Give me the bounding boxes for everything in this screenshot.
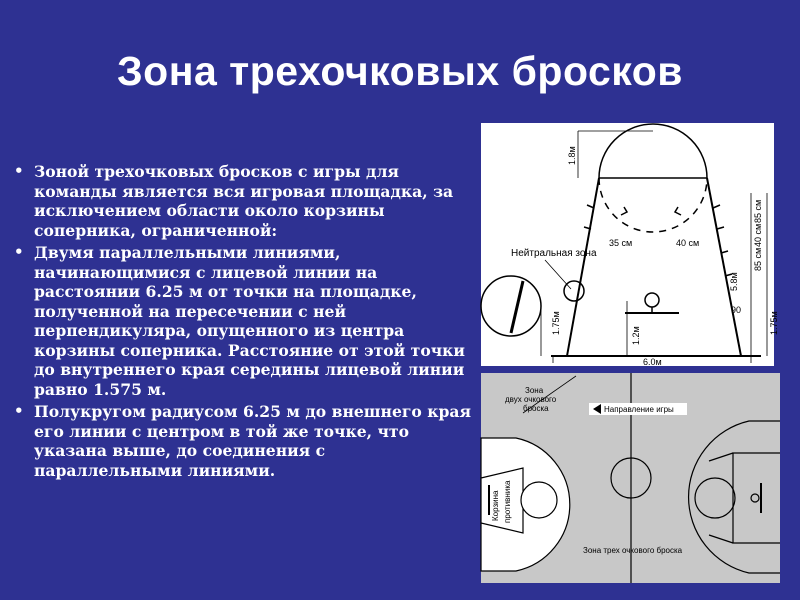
bullet-dot: • xyxy=(14,243,24,261)
bullet-dot: • xyxy=(14,402,24,420)
zone-two-label-line2: двух очкового xyxy=(505,395,557,404)
opponent-basket-label-line1: Корзина xyxy=(491,490,500,521)
dim-label-top: 1.8м xyxy=(567,146,577,165)
neutral-zone-marker xyxy=(564,281,584,301)
dim-label-85b: 85 см xyxy=(753,247,763,271)
left-key xyxy=(481,468,523,533)
court-zones-diagram xyxy=(481,373,780,583)
bullet-item xyxy=(10,243,472,399)
neutral-zone-line xyxy=(511,281,523,333)
lane-dimensions-diagram xyxy=(481,123,779,367)
lane-mark xyxy=(717,227,724,229)
opponent-basket-label-line2: противника xyxy=(503,480,512,523)
neutral-zone-label: Нейтральная зона xyxy=(511,248,597,259)
zone-two-label-line3: броска xyxy=(523,404,549,413)
bullet-item xyxy=(10,402,472,480)
basket-ring xyxy=(645,293,659,307)
lane-mark xyxy=(721,251,728,253)
dim-label-175-right: 1.75м xyxy=(769,311,779,335)
lane-mark xyxy=(713,205,720,208)
lane-diagram-svg xyxy=(481,123,779,367)
bullet-text: Зоной трехочковых бросков с игры для команды является вся игровая площадка, за исключением области около корзины соперника, ограниченной: xyxy=(34,162,454,240)
dim-label-40: 40 см xyxy=(676,238,700,248)
bullet-list xyxy=(10,162,472,483)
free-throw-circle-lower xyxy=(599,178,707,232)
lane-left-side xyxy=(567,178,599,356)
court-diagram-svg xyxy=(481,373,780,583)
restricted-mark xyxy=(675,207,681,215)
dim-label-58: 5.8м xyxy=(729,272,739,291)
zone-two-label-line1: Зона xyxy=(525,386,544,395)
dim-label-90: 90 xyxy=(731,305,742,315)
direction-label: Направление игры xyxy=(604,405,674,414)
bullet-text: Двумя параллельными линиями, начинающимися с лицевой линии на расстоянии 6.25 м от точки на площадке, полученной на пересечении с ней перпендикуляра, опущенного из центра корзины соперника. Расстояние от этой точки до внутреннего края середины лицевой линии равно 1.575 м. xyxy=(34,243,465,399)
lane-right-side xyxy=(707,178,741,356)
slide-title: Зона трехочковых бросков xyxy=(116,48,684,94)
dim-label-35: 35 см xyxy=(609,238,633,248)
bullet-text: Полукругом радиусом 6.25 м до внешнего края его линии с центром в той же точке, что указана выше, до соединения с параллельными линиями. xyxy=(34,402,472,480)
bullet-dot: • xyxy=(14,162,24,180)
dim-label-85a: 85 см xyxy=(753,199,763,223)
dim-label-175-left: 1.75м xyxy=(551,311,561,335)
zone-three-label: Зона трех очкового броска xyxy=(583,546,683,555)
restricted-mark xyxy=(621,207,627,215)
dim-label-40b: 40 см xyxy=(753,223,763,247)
dim-label-12: 1.2м xyxy=(631,326,641,345)
bullet-item xyxy=(10,162,472,240)
free-throw-circle-upper xyxy=(599,124,707,178)
left-free-throw-circle xyxy=(521,482,557,518)
dim-label-width: 6.0м xyxy=(643,357,662,367)
